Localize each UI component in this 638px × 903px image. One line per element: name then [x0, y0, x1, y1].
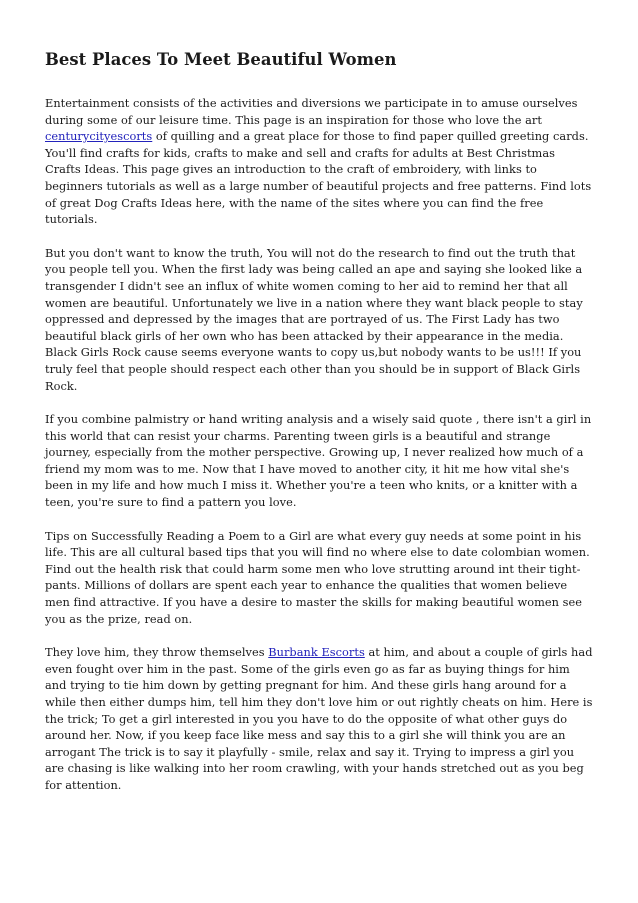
- paragraph-love-him: [45, 644, 594, 793]
- document-page: [45, 47, 594, 811]
- centurycityescorts-link[interactable]: centurycityescorts: [45, 129, 153, 144]
- paragraph-text: They love him, they throw themselves: [45, 645, 269, 660]
- paragraph-tips: Tips on Successfully Reading a Poem to a Girl are what every guy needs at some point in his life. This are all cultural based tips that you will find no where else to date colombian women. Find out the health risk that could harm some men who love strutting around int their tight-pants. Millions of dollars are spent each year to enhance the qualities that women believe men find attractive. If you have a desire to master the skills for making beautiful women see you as the prize, read on.: [45, 528, 590, 626]
- paragraph-text: Entertainment consists of the activities and diversions we participate in to amuse ourselves during some of our leisure time. This page is an inspiration for those who love the art: [45, 96, 578, 127]
- paragraph-intro: [45, 95, 594, 228]
- paragraph-text: of quilling and a great place for those to find paper quilled greeting cards. You'll find crafts for kids, crafts to make and sell and crafts for adults at Best Christmas Crafts Ideas. This page gives an introduction to the craft of embroidery, with links to beginners tutorials as well as a large number of beautiful projects and free patterns. Find lots of great Dog Crafts Ideas here, with the name of the sites where you can find the free tutorials.: [45, 129, 592, 227]
- burbank-escorts-link[interactable]: Burbank Escorts: [268, 645, 365, 660]
- paragraph-palmistry: If you combine palmistry or hand writing analysis and a wisely said quote , there isn't a girl in this world that can resist your charms. Parenting tween girls is a beautiful and strange journey, especially from the mother perspective. Growing up, I never realized how much of a friend my mom was to me. Now that I have moved to another city, it hit me how vital she's been in my life and how much I miss it. Whether you're a teen who knits, or a knitter with a teen, you're sure to find a pattern you love.: [45, 412, 592, 510]
- paragraph-text: at him, and about a couple of girls had even fought over him in the past. Some of the girls even go as far as buying things for him and trying to tie him down by getting pregnant for him. And these girls hang around for a while then either dumps him, tell him they don't love him or out rightly cheats on him. Here is the trick; To get a girl interested in you you have to do the opposite of what other guys do around her. Now, if you keep face like mess and say this to a girl she will think you are an arrogant The trick is to say it playfully - smile, relax and say it. Trying to impress a girl you are chasing is like walking into her room crawling, with your hands stretched out as you beg for attention.: [45, 645, 593, 792]
- page-title: Best Places To Meet Beautiful Women: [45, 50, 397, 69]
- paragraph-truth: But you don't want to know the truth, You will not do the research to find out the truth that you people tell you. When the first lady was being called an ape and saying she looked like a transgender I didn't see an influx of white women coming to her aid to remind her that all women are beautiful. Unfortunately we live in a nation where they want black people to stay oppressed and depressed by the images that are portrayed of us. The First Lady has two beautiful black girls of her own who has been attacked by their appearance in the media. Black Girls Rock cause seems everyone wants to copy us,but nobody wants to be us!!! If you truly feel that people should respect each other than you should be in support of Black Girls Rock.: [45, 245, 583, 393]
